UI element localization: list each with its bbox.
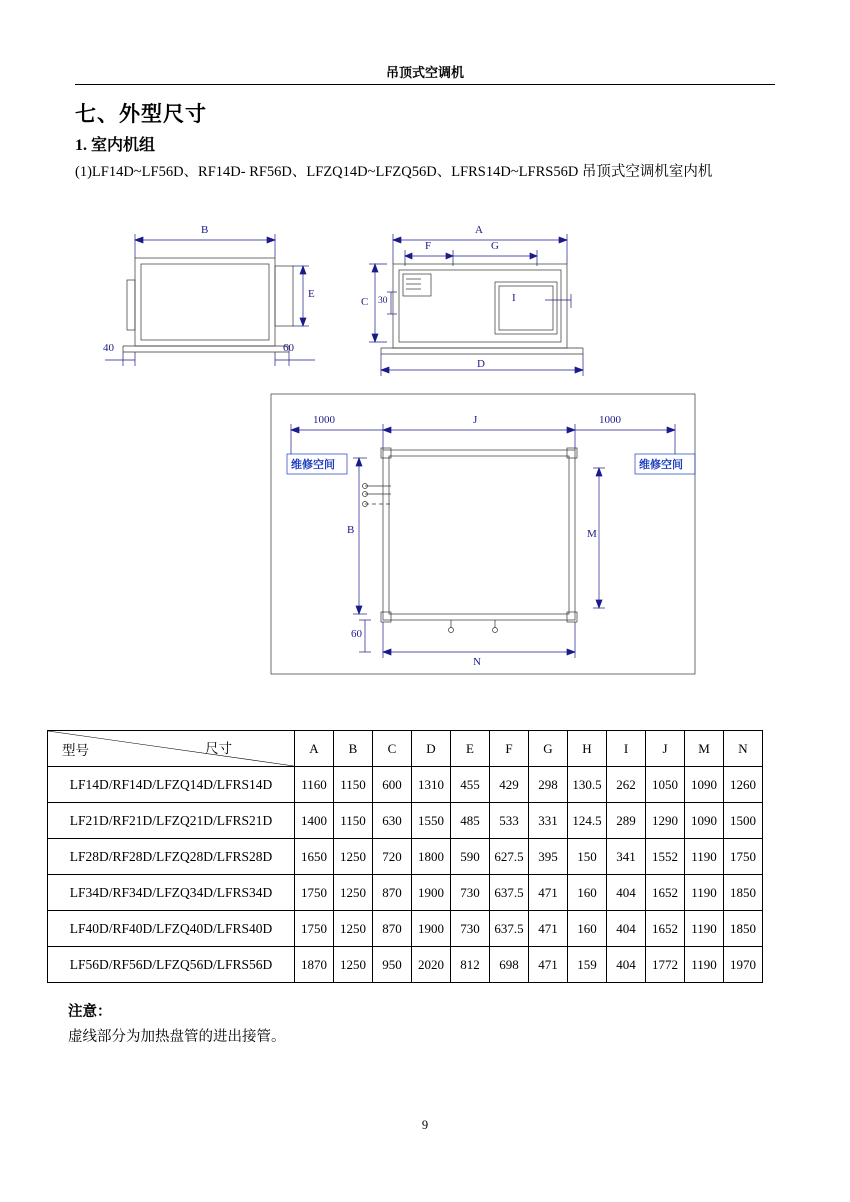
cell-j: 1652 xyxy=(646,911,685,947)
cell-c: 720 xyxy=(373,839,412,875)
label-b-top: B xyxy=(201,224,209,236)
col-header-i: I xyxy=(607,731,646,767)
cell-g: 395 xyxy=(529,839,568,875)
header-divider xyxy=(75,84,775,85)
cell-m: 1190 xyxy=(685,839,724,875)
service-space-right: 维修空间 xyxy=(639,459,683,471)
cell-a: 1750 xyxy=(295,911,334,947)
label-n: N xyxy=(473,656,481,668)
cell-f: 637.5 xyxy=(490,875,529,911)
cell-i: 289 xyxy=(607,803,646,839)
cell-i: 404 xyxy=(607,875,646,911)
cell-h: 130.5 xyxy=(568,767,607,803)
cell-f: 533 xyxy=(490,803,529,839)
col-header-d: D xyxy=(412,731,451,767)
cell-f: 637.5 xyxy=(490,911,529,947)
label-i: I xyxy=(512,292,516,304)
col-header-e: E xyxy=(451,731,490,767)
label-m: M xyxy=(587,528,597,540)
cell-n: 1500 xyxy=(724,803,763,839)
cell-d: 1310 xyxy=(412,767,451,803)
table-header-row xyxy=(48,731,763,767)
cell-e: 730 xyxy=(451,875,490,911)
dimensions-table xyxy=(47,730,763,983)
cell-j: 1290 xyxy=(646,803,685,839)
section-paragraph: (1)LF14D~LF56D、RF14D- RF56D、LFZQ14D~LFZQ56D、LFRS14D~LFRS56D 吊顶式空调机室内机 xyxy=(75,164,713,180)
cell-h: 159 xyxy=(568,947,607,983)
label-space-left: 1000 xyxy=(313,414,335,426)
cell-a: 1160 xyxy=(295,767,334,803)
row-model: LF56D/RF56D/LFZQ56D/LFRS56D xyxy=(48,947,295,983)
cell-h: 150 xyxy=(568,839,607,875)
cell-n: 1970 xyxy=(724,947,763,983)
cell-a: 1400 xyxy=(295,803,334,839)
cell-g: 331 xyxy=(529,803,568,839)
notes-title: 注意： xyxy=(68,1004,112,1020)
label-g: G xyxy=(491,240,499,252)
cell-h: 160 xyxy=(568,875,607,911)
cell-n: 1850 xyxy=(724,911,763,947)
cell-m: 1190 xyxy=(685,911,724,947)
cell-a: 1750 xyxy=(295,875,334,911)
col-header-c: C xyxy=(373,731,412,767)
cell-g: 471 xyxy=(529,911,568,947)
corner-size-label: 尺寸 xyxy=(205,741,232,756)
cell-m: 1090 xyxy=(685,767,724,803)
cell-c: 870 xyxy=(373,875,412,911)
cell-d: 1550 xyxy=(412,803,451,839)
cell-f: 698 xyxy=(490,947,529,983)
cell-e: 812 xyxy=(451,947,490,983)
col-header-f: F xyxy=(490,731,529,767)
drawing-svg xyxy=(75,218,775,688)
label-30: 30 xyxy=(378,296,388,306)
col-header-g: G xyxy=(529,731,568,767)
col-header-j: J xyxy=(646,731,685,767)
service-space-left: 维修空间 xyxy=(291,459,335,471)
label-left-40: 40 xyxy=(103,342,114,354)
cell-d: 1900 xyxy=(412,911,451,947)
label-e: E xyxy=(308,288,315,300)
cell-m: 1190 xyxy=(685,875,724,911)
cell-b: 1150 xyxy=(334,767,373,803)
cell-c: 600 xyxy=(373,767,412,803)
col-header-n: N xyxy=(724,731,763,767)
cell-b: 1150 xyxy=(334,803,373,839)
table-row xyxy=(48,839,763,875)
label-j: J xyxy=(473,414,478,426)
cell-n: 1850 xyxy=(724,875,763,911)
cell-n: 1260 xyxy=(724,767,763,803)
cell-e: 455 xyxy=(451,767,490,803)
label-c: C xyxy=(361,296,369,308)
table-row xyxy=(48,767,763,803)
section-heading: 七、外型尺寸 xyxy=(75,102,207,126)
page-number: 9 xyxy=(421,1118,429,1132)
cell-d: 2020 xyxy=(412,947,451,983)
table-corner-cell xyxy=(48,731,295,767)
cell-g: 471 xyxy=(529,947,568,983)
cell-c: 870 xyxy=(373,911,412,947)
cell-b: 1250 xyxy=(334,947,373,983)
page-header: 吊顶式空调机 xyxy=(385,65,464,80)
cell-m: 1090 xyxy=(685,803,724,839)
cell-h: 124.5 xyxy=(568,803,607,839)
cell-i: 404 xyxy=(607,947,646,983)
label-b-side: B xyxy=(347,524,355,536)
cell-a: 1650 xyxy=(295,839,334,875)
label-d: D xyxy=(477,358,485,370)
table-row xyxy=(48,803,763,839)
col-header-b: B xyxy=(334,731,373,767)
col-header-m: M xyxy=(685,731,724,767)
cell-h: 160 xyxy=(568,911,607,947)
cell-m: 1190 xyxy=(685,947,724,983)
label-a-top: A xyxy=(475,224,483,236)
table-row xyxy=(48,947,763,983)
cell-a: 1870 xyxy=(295,947,334,983)
label-space-right: 1000 xyxy=(599,414,621,426)
row-model: LF34D/RF34D/LFZQ34D/LFRS34D xyxy=(48,875,295,911)
cell-n: 1750 xyxy=(724,839,763,875)
col-header-h: H xyxy=(568,731,607,767)
subsection-heading: 1. 室内机组 xyxy=(75,137,156,154)
cell-c: 630 xyxy=(373,803,412,839)
cell-f: 429 xyxy=(490,767,529,803)
cell-f: 627.5 xyxy=(490,839,529,875)
cell-c: 950 xyxy=(373,947,412,983)
cell-d: 1900 xyxy=(412,875,451,911)
col-header-a: A xyxy=(295,731,334,767)
cell-b: 1250 xyxy=(334,875,373,911)
table-row xyxy=(48,911,763,947)
cell-g: 471 xyxy=(529,875,568,911)
label-bottom-60: 60 xyxy=(351,628,362,640)
row-model: LF28D/RF28D/LFZQ28D/LFRS28D xyxy=(48,839,295,875)
label-left-60: 60 xyxy=(283,342,294,354)
cell-i: 262 xyxy=(607,767,646,803)
cell-b: 1250 xyxy=(334,911,373,947)
cell-g: 298 xyxy=(529,767,568,803)
cell-b: 1250 xyxy=(334,839,373,875)
cell-j: 1652 xyxy=(646,875,685,911)
corner-model-label: 型号 xyxy=(62,743,89,758)
row-model: LF40D/RF40D/LFZQ40D/LFRS40D xyxy=(48,911,295,947)
notes-body: 虚线部分为加热盘管的进出接管。 xyxy=(68,1029,286,1045)
cell-i: 341 xyxy=(607,839,646,875)
cell-e: 590 xyxy=(451,839,490,875)
cell-e: 485 xyxy=(451,803,490,839)
cell-i: 404 xyxy=(607,911,646,947)
cell-j: 1552 xyxy=(646,839,685,875)
cell-j: 1772 xyxy=(646,947,685,983)
table-row xyxy=(48,875,763,911)
cell-j: 1050 xyxy=(646,767,685,803)
row-model: LF21D/RF21D/LFZQ21D/LFRS21D xyxy=(48,803,295,839)
label-f: F xyxy=(425,240,432,252)
technical-drawing xyxy=(75,218,775,688)
row-model: LF14D/RF14D/LFZQ14D/LFRS14D xyxy=(48,767,295,803)
cell-e: 730 xyxy=(451,911,490,947)
cell-d: 1800 xyxy=(412,839,451,875)
